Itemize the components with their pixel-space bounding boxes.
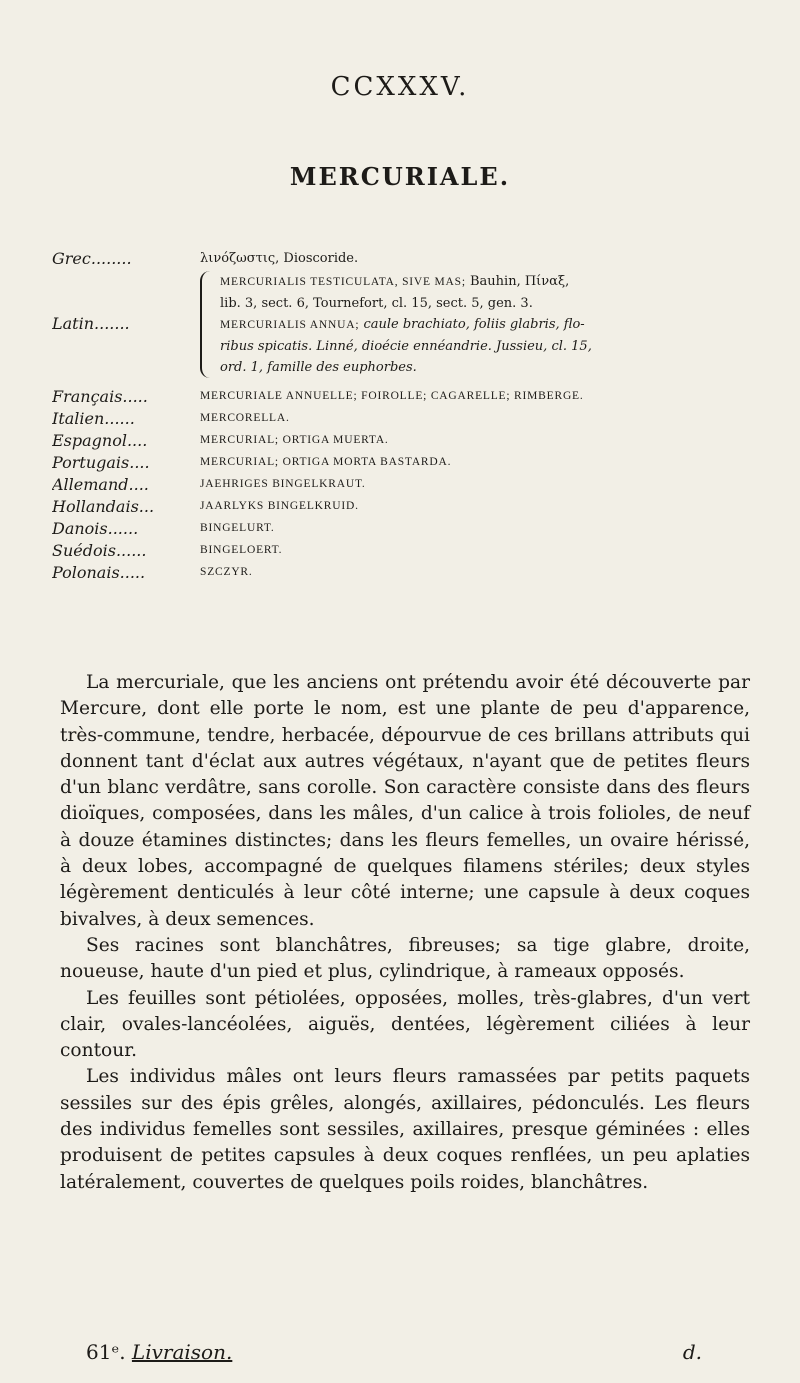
latin-line xyxy=(220,293,592,314)
page-title: MERCURIALE. xyxy=(289,162,511,191)
row-polonais xyxy=(52,562,772,583)
lang-value: MERCURIAL; ORTIGA MUERTA. xyxy=(200,434,389,446)
row-francais xyxy=(52,386,772,407)
lang-label: Hollandais... xyxy=(52,497,155,516)
latin-line xyxy=(220,357,592,378)
latin-caps: MERCURIALIS ANNUA; xyxy=(220,319,360,331)
lang-label: Allemand.... xyxy=(52,475,149,494)
row-danois xyxy=(52,518,772,539)
lang-label: Latin....... xyxy=(52,314,130,333)
lang-label: Danois...... xyxy=(52,519,139,538)
page-number: CCXXXV. xyxy=(330,72,470,102)
lang-value: λινόζωστις, Dioscoride. xyxy=(200,251,359,266)
livraison-mark xyxy=(86,1340,232,1364)
paragraph: Les feuilles sont pétiolées, opposées, molles, très-glabres, d'un vert clair, ovales-lancéolées, aiguës, dentées, légèrement ciliées à leur contour. xyxy=(60,987,750,1062)
paragraph: Ses racines sont blanchâtres, fibreuses; sa tige glabre, droite, noueuse, haute d'un pied et plus, cylindrique, à rameaux opposés. xyxy=(60,934,750,983)
row-latin xyxy=(52,271,772,378)
lang-value: MERCORELLA. xyxy=(200,412,290,424)
latin-rest: caule brachiato, foliis glabris, flo- xyxy=(359,317,585,332)
row-hollandais xyxy=(52,496,772,517)
latin-lines xyxy=(220,271,592,378)
latin-rest: Bauhin, Πίναξ, xyxy=(465,274,570,289)
body-text xyxy=(60,670,750,1196)
lang-value: BINGELURT. xyxy=(200,522,275,534)
signature-mark: d. xyxy=(682,1340,702,1364)
latin-line xyxy=(220,314,592,336)
footer xyxy=(86,1340,726,1364)
latin-rest: lib. 3, sect. 6, Tournefort, cl. 15, sect. 5, gen. 3. xyxy=(220,296,533,311)
lang-label: Italien...... xyxy=(52,409,135,428)
names-table xyxy=(52,248,772,584)
lang-label: Suédois...... xyxy=(52,541,147,560)
lang-value: MERCURIALE ANNUELLE; FOIROLLE; CAGARELLE; RIMBERGE. xyxy=(200,390,584,402)
lang-value: MERCURIAL; ORTIGA MORTA BASTARDA. xyxy=(200,456,452,468)
lang-label: Portugais.... xyxy=(52,453,150,472)
lang-label: Polonais..... xyxy=(52,563,146,582)
lang-value: JAEHRIGES BINGELKRAUT. xyxy=(200,478,366,490)
brace-mark xyxy=(200,271,218,378)
latin-caps: MERCURIALIS TESTICULATA, SIVE MAS; xyxy=(220,276,466,288)
latin-line xyxy=(220,271,592,293)
lang-value: JAARLYKS BINGELKRUID. xyxy=(200,500,359,512)
latin-line xyxy=(220,336,592,357)
livraison-number: 61ᵉ. xyxy=(86,1340,126,1364)
latin-rest: ord. 1, famille des euphorbes. xyxy=(220,360,417,375)
paragraph: La mercuriale, que les anciens ont prétendu avoir été découverte par Mercure, dont elle porte le nom, est une plante de peu d'apparence, très-commune, tendre, herbacée, dépourvue de ces brillans attributs qui donnent tant d'éclat aux autres végétaux, n'ayant que de petites fleurs d'un blanc verdâtre, sans corolle. Son caractère consiste dans des fleurs dioïques, composées, dans les mâles, d'un calice à trois folioles, de neuf à douze étamines distinctes; dans les fleurs femelles, un ovaire hérissé, à deux lobes, accompagné de quelques filamens stériles; deux styles légèrement denticulés à leur côté interne; une capsule à deux coques bivalves, à deux semences. xyxy=(60,672,750,930)
row-italien xyxy=(52,408,772,429)
lang-label: Grec........ xyxy=(52,249,132,268)
row-suedois xyxy=(52,540,772,561)
lang-value: SZCZYR. xyxy=(200,566,253,578)
row-portugais xyxy=(52,452,772,473)
row-grec xyxy=(52,248,772,269)
lang-label: Espagnol.... xyxy=(52,431,148,450)
latin-rest: ribus spicatis. Linné, dioécie ennéandrie. Jussieu, cl. 15, xyxy=(220,339,592,354)
lang-label: Français..... xyxy=(52,387,148,406)
paragraph: Les individus mâles ont leurs fleurs ramassées par petits paquets sessiles sur des épis grêles, alongés, axillaires, pédonculés. Les fleurs des individus femelles sont sessiles, axillaires, presque géminées : elles produisent de petites capsules à deux coques renflées, un peu aplaties latéralement, couvertes de quelques poils roides, blanchâtres. xyxy=(60,1066,750,1193)
row-espagnol xyxy=(52,430,772,451)
row-allemand xyxy=(52,474,772,495)
lang-value: BINGELOERT. xyxy=(200,544,283,556)
livraison-label: Livraison. xyxy=(131,1340,233,1364)
